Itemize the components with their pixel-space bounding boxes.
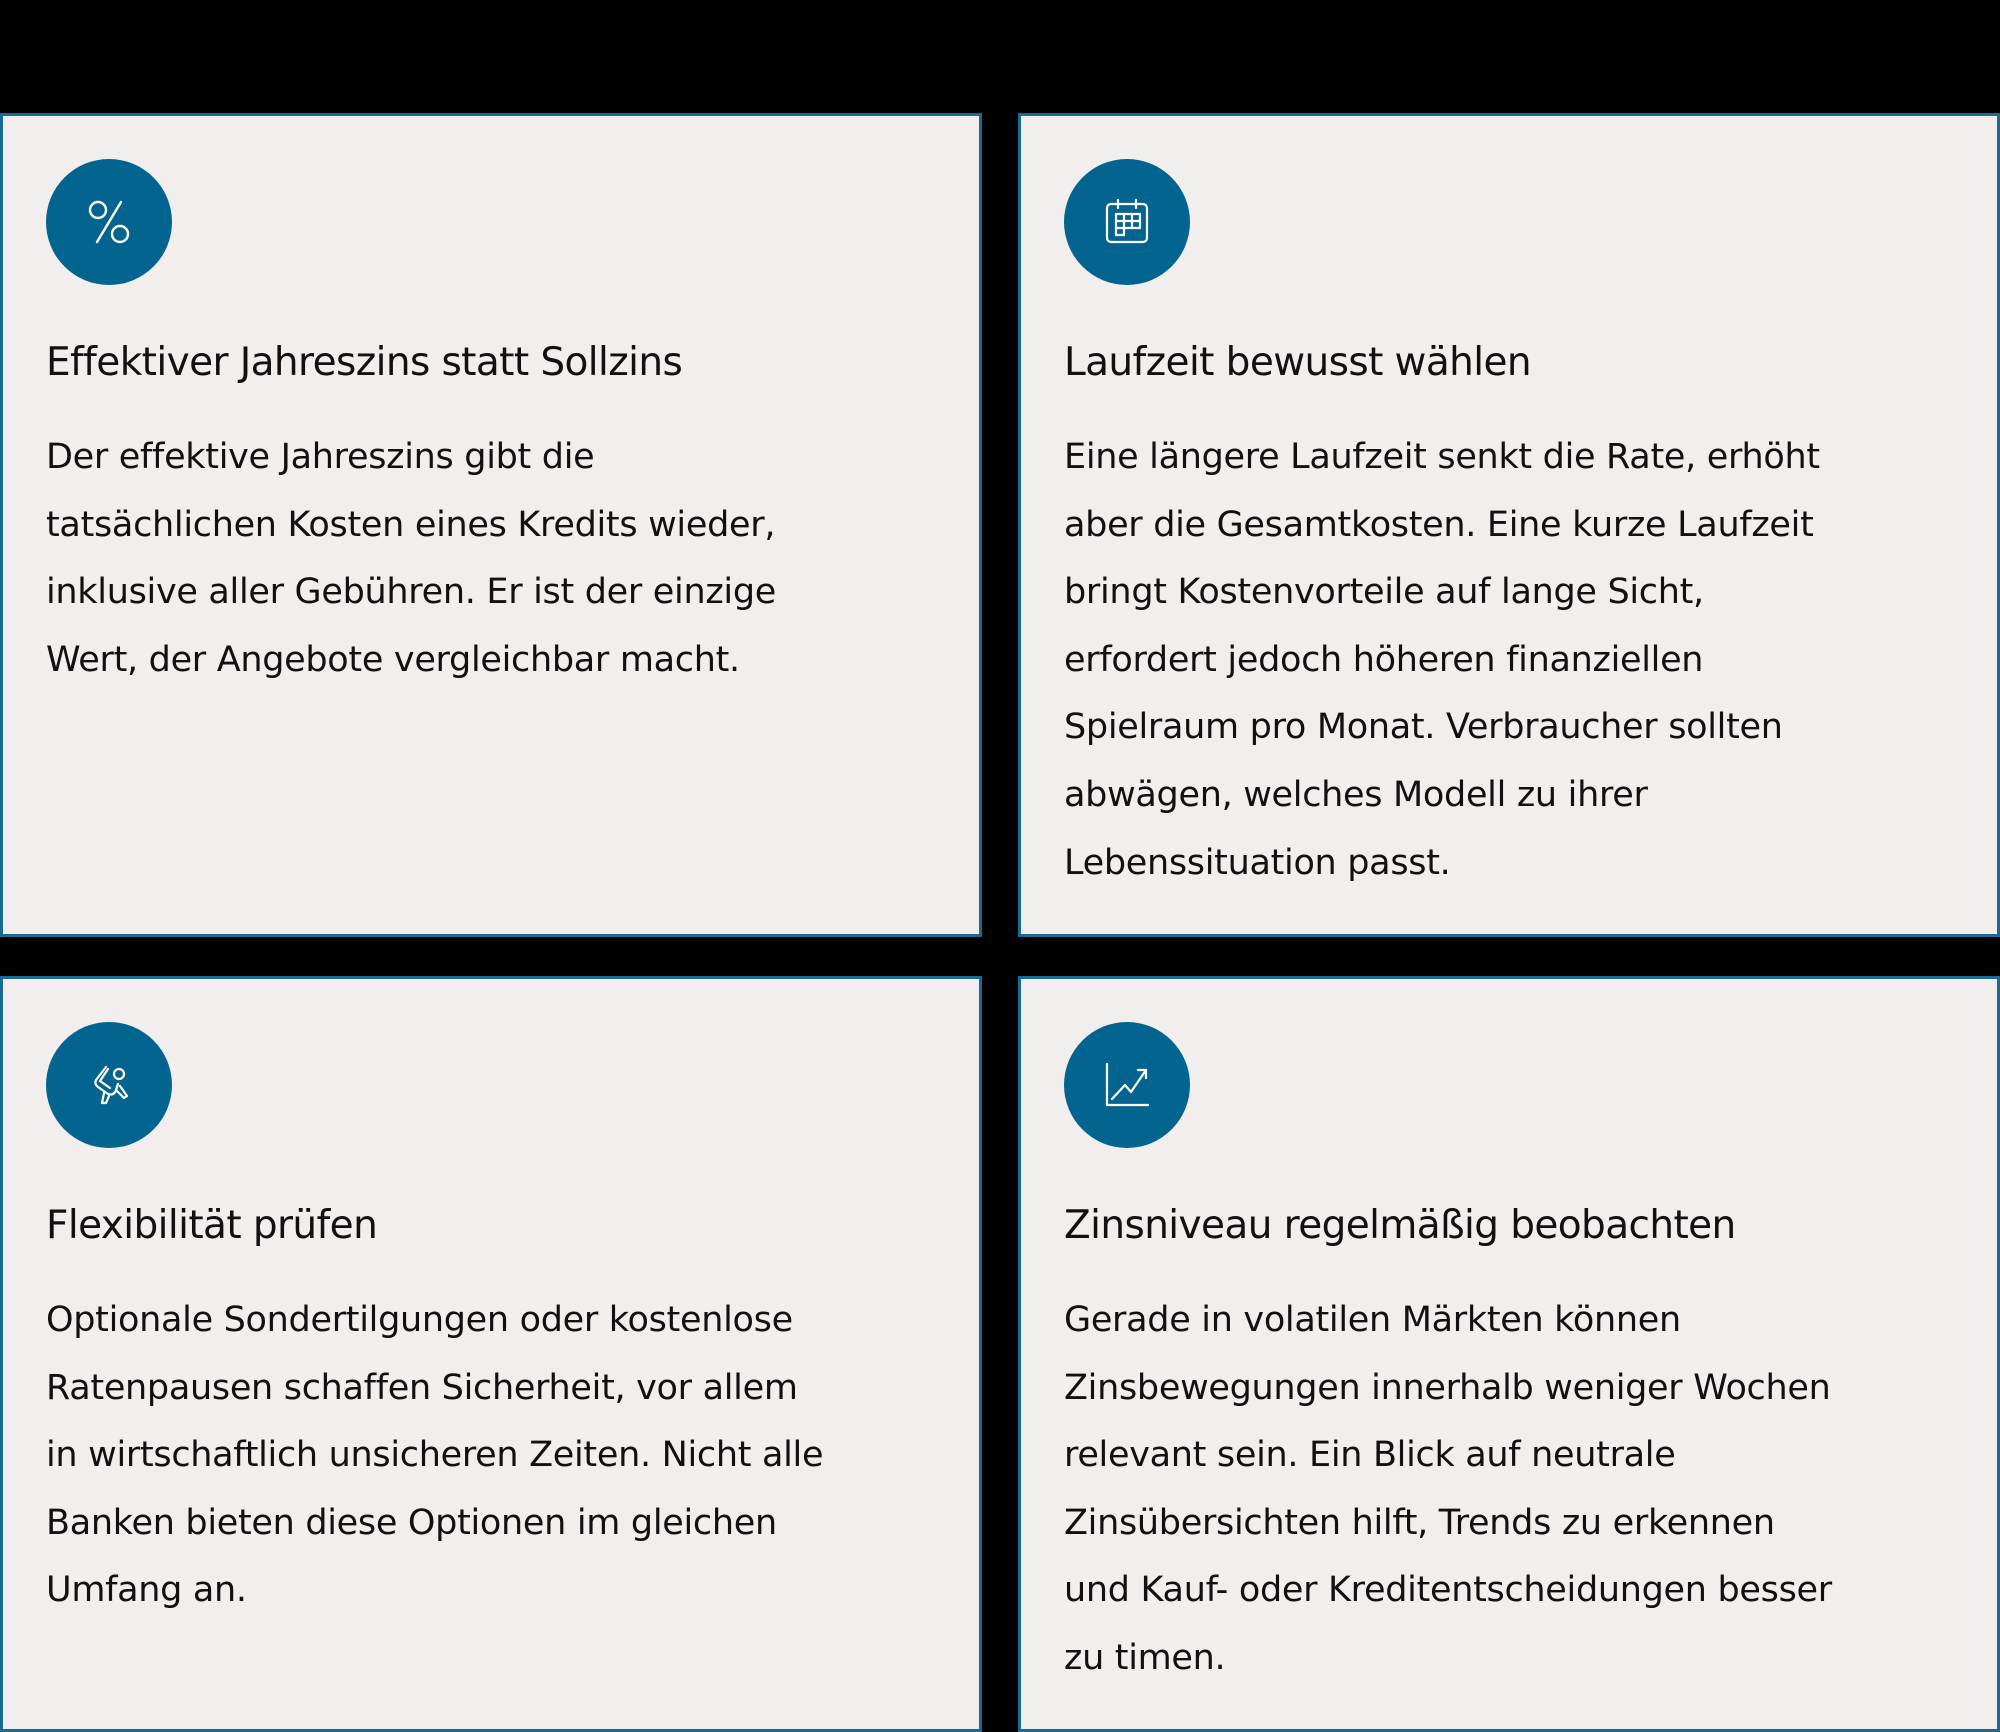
description-line: in wirtschaftlich unsicheren Zeiten. Nicht alle xyxy=(46,1435,824,1476)
card-title: Effektiver Jahreszins statt Sollzins xyxy=(46,340,683,385)
info-card-term xyxy=(1018,113,2000,937)
description-line: Umfang an. xyxy=(46,1570,247,1611)
description-line: abwägen, welches Modell zu ihrer xyxy=(1064,774,1648,815)
card-description xyxy=(46,424,946,694)
description-line: Ratenpausen schaffen Sicherheit, vor allem xyxy=(46,1367,798,1408)
description-line: Zinsbewegungen innerhalb weniger Wochen xyxy=(1064,1367,1831,1408)
card-title: Laufzeit bewusst wählen xyxy=(1064,340,1532,385)
description-line: Spielraum pro Monat. Verbraucher sollten xyxy=(1064,707,1783,748)
description-line: Banken bieten diese Optionen im gleichen xyxy=(46,1502,777,1543)
description-line: Eine längere Laufzeit senkt die Rate, erhöht xyxy=(1064,437,1820,477)
description-line: und Kauf- oder Kreditentscheidungen besser xyxy=(1064,1570,1832,1611)
card-description xyxy=(1064,1287,1964,1693)
card-description xyxy=(1064,424,1964,897)
description-line: tatsächlichen Kosten eines Kredits wieder, xyxy=(46,504,776,545)
calendar-icon xyxy=(1064,159,1190,285)
card-title: Zinsniveau regelmäßig beobachten xyxy=(1064,1203,1736,1248)
info-card-interest-level xyxy=(1018,976,2000,1732)
flexible-gymnast-icon xyxy=(46,1022,172,1148)
description-line: relevant sein. Ein Blick auf neutrale xyxy=(1064,1435,1676,1476)
card-title: Flexibilität prüfen xyxy=(46,1203,378,1248)
card-description xyxy=(46,1287,946,1625)
description-line: zu timen. xyxy=(1064,1637,1226,1678)
description-line: Optionale Sondertilgungen oder kostenlose xyxy=(46,1300,793,1340)
description-line: Lebenssituation passt. xyxy=(1064,842,1451,883)
info-card-effective-interest xyxy=(0,113,982,937)
description-line: Zinsübersichten hilft, Trends zu erkennen xyxy=(1064,1502,1775,1543)
description-line: erfordert jedoch höheren finanziellen xyxy=(1064,639,1704,680)
description-line: Gerade in volatilen Märkten können xyxy=(1064,1300,1681,1340)
description-line: aber die Gesamtkosten. Eine kurze Laufzeit xyxy=(1064,504,1814,545)
info-card-flexibility xyxy=(0,976,982,1732)
description-line: Wert, der Angebote vergleichbar macht. xyxy=(46,639,740,680)
trend-chart-icon xyxy=(1064,1022,1190,1148)
description-line: Der effektive Jahreszins gibt die xyxy=(46,437,595,477)
percent-icon xyxy=(46,159,172,285)
description-line: bringt Kostenvorteile auf lange Sicht, xyxy=(1064,572,1704,613)
description-line: inklusive aller Gebühren. Er ist der einzige xyxy=(46,572,776,613)
